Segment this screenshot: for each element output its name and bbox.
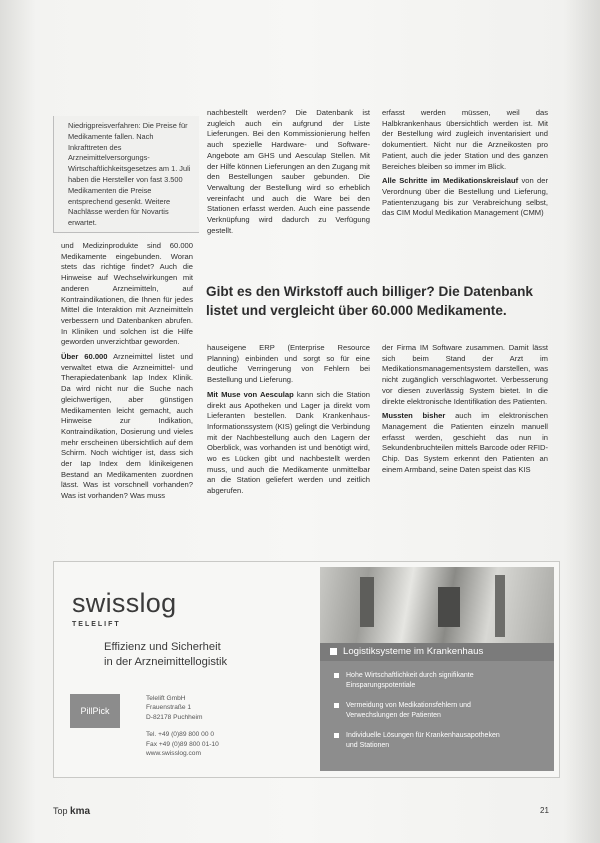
page-number: 21 [540,806,549,815]
ad-bullet-panel [320,661,554,771]
bullet-square-icon [334,673,339,678]
col1-top-text: und Medizinprodukte sind 60.000 Medikamente eingebunden. Woran stets das richtige findet? Auch die Hinweise auf Wechselwirkungen mit anderen Arzneimitteln, auf Kontraindikationen, die Ihnen für jedes Mittel die Interaktion mit Arzneimitteln verbessern und Datenbanken abrufen. In Kliniken und solchen ist die Hilfe geworden unverzichtbar geworden. [61,241,193,347]
tagline-line-1: Effizienz und Sicherheit [104,641,221,653]
banner-square-icon [330,648,337,655]
col2-bottom-p1: hauseigene ERP (Enterprise Resource Planning) einbinden und sorgt so für eine deutliche Verringerung von Fehlern bei Bestellung und Lieferung. [207,343,370,385]
col1-bottom-text: Arzneimittel listet und verwaltet etwa die Arzneimittel- und Therapiedatenbank Iap Index Klinik. Da wird nicht nur die Suche nach gleichwertigen, aber günstigen Medikamenten leicht gemacht, auch Hinweise zur Indikation, Kontraindikation, Dosierung und vieles mehr erscheinen übersichtlich auf dem Schirm. Noch wichtiger ist, dass sich der Iap Index dem klinikeigenen Bestand an Medikamenten zuordnen lässt. Was ist vorschnell vorhanden? Was ist vorhanden? Was muss [61,352,193,501]
contact-address [146,694,219,758]
column-2-top [207,108,370,240]
bullet-2: Vermeidung von Medikationsfehlern und Verwechslungen der Patienten [334,701,506,720]
info-box-text: Niedrigpreisverfahren: Die Preise für Medikamente fallen. Nach Inkrafttreten des Arzneimittelversorgungs-Wirtschaftlichkeitsgesetzes am 1. Juli haben die Hersteller von fast 3.500 Medikamenten die Preise entsprechend gesenkt. Weitere Nachlässe werden für Novartis erwartet. [68,121,191,228]
city: D-82178 Puchheim [146,713,203,721]
col3-bottom-lead: Mussten bisher [382,411,446,421]
company-name: Telelift GmbH [146,695,186,702]
column-1 [61,241,193,506]
pull-quote-headline: Gibt es den Wirkstoff auch billiger? Die Datenbank listet und vergleicht über 60.000 Medikamente. [206,284,533,318]
ad-tagline [104,640,227,670]
brand-sub: TELELIFT [72,621,121,628]
col2-top-text: nachbestellt werden? Die Datenbank ist zugleich auch ein aufgrund der Liste Lieferungen. Bei den Kommissionierung helfen auch spezielle Hardware- und Software-Angebote am GHS und Aesculap Stellen. Mit der Hilfe können Lieferungen an den Zugang mit den Bestellungen sauber gebunden. Die Verwaltung der Bestellung wird so erheblich vereinfacht und auch die Ware bei den Stationen erfasst werden. Auch eine passende Verknüpfung wird dadurch zu Verfügung gestellt. [207,108,370,235]
brand-logo: swisslog [72,588,177,618]
footer-prefix: Top [53,806,68,816]
bullet-square-icon [334,733,339,738]
advertisement [53,561,560,778]
col3-bottom-p2: auch im elektronischen Management die Patienten einzeln manuell erfasst werden, geschieht das nun in Sekundenbruchteilen mittels Barcode oder RFID-Chip. Das System erkennt den Patienten an einem Armband, seine Daten speist das KIS [382,411,548,474]
fax: Fax +49 (0)89 800 01-10 [146,740,219,748]
hospital-photo [320,567,554,643]
info-box [53,116,199,233]
bullet-3: Individuelle Lösungen für Krankenhausapotheken und Stationen [334,731,506,750]
ad-banner [320,643,554,661]
tagline-line-2: in der Arzneimittellogistik [104,656,228,668]
col3-bottom-p1: der Firma IM Software zusammen. Damit lässt sich beim Stand der Arzt im Medikationsmanagementsystem darstellen, was nicht zugänglich verschlagwortet. Verbesserung vor diesen zuverlässig System bietet. In die direkte elektronische Identifikation des Patienten. [382,343,548,406]
bullet-square-icon [334,703,339,708]
column-3-top [382,108,548,223]
column-2-bottom [207,343,370,501]
banner-text: Logistiksysteme im Krankenhaus [343,646,484,657]
col3-top-p2: von der Verordnung über die Bestellung und Lieferung, Patientenzugang bis zur Verabreichung selbst, das CIM Modul Medikation Management (CMM) [382,176,548,218]
pillpick-logo: PillPick [70,694,120,728]
col3-top-p1: erfasst werden müssen, weil das Halbkrankenhaus übersichtlich werden ist. Mit der Bestellung wird zugleich inventarisiert und dokumentiert. Nicht nur die Arzneikosten pro Patient, auch die jeder Station und des ganzen Bereiches bleiben so immer im Blick. [382,108,548,171]
column-3-bottom [382,343,548,479]
col1-lead: Über 60.000 [61,352,108,362]
street: Frauenstraße 1 [146,704,192,712]
col2-bottom-lead: Mit Muse von Aesculap [207,389,294,399]
website-link[interactable]: www.swisslog.com [146,750,201,758]
footer-magazine [53,806,90,817]
phone: Tel. +49 (0)89 800 00 0 [146,731,215,739]
col2-bottom-p2: kann sich die Station direkt aus Apotheken und Lager ja direkt vom Lieferanten bestellen. Dank Krankenhaus-Informationssystem (KIS) gelingt die Verbindung mit der Nachbestellung auch den Lagern der Oberblick, was vorhanden ist und benötigt wird, wo es Lücken gibt und nachbestellt werden muss, und auch die Medikamente unmittelbar an die Station geliefert werden und zeitlich abgerufen. [207,389,370,496]
col3-top-lead: Alle Schritte im Medikationskreislauf [382,176,519,186]
bullet-1: Hohe Wirtschaftlichkeit durch signifikante Einsparungspotentiale [334,671,506,690]
footer-magazine-name: kma [70,806,91,817]
